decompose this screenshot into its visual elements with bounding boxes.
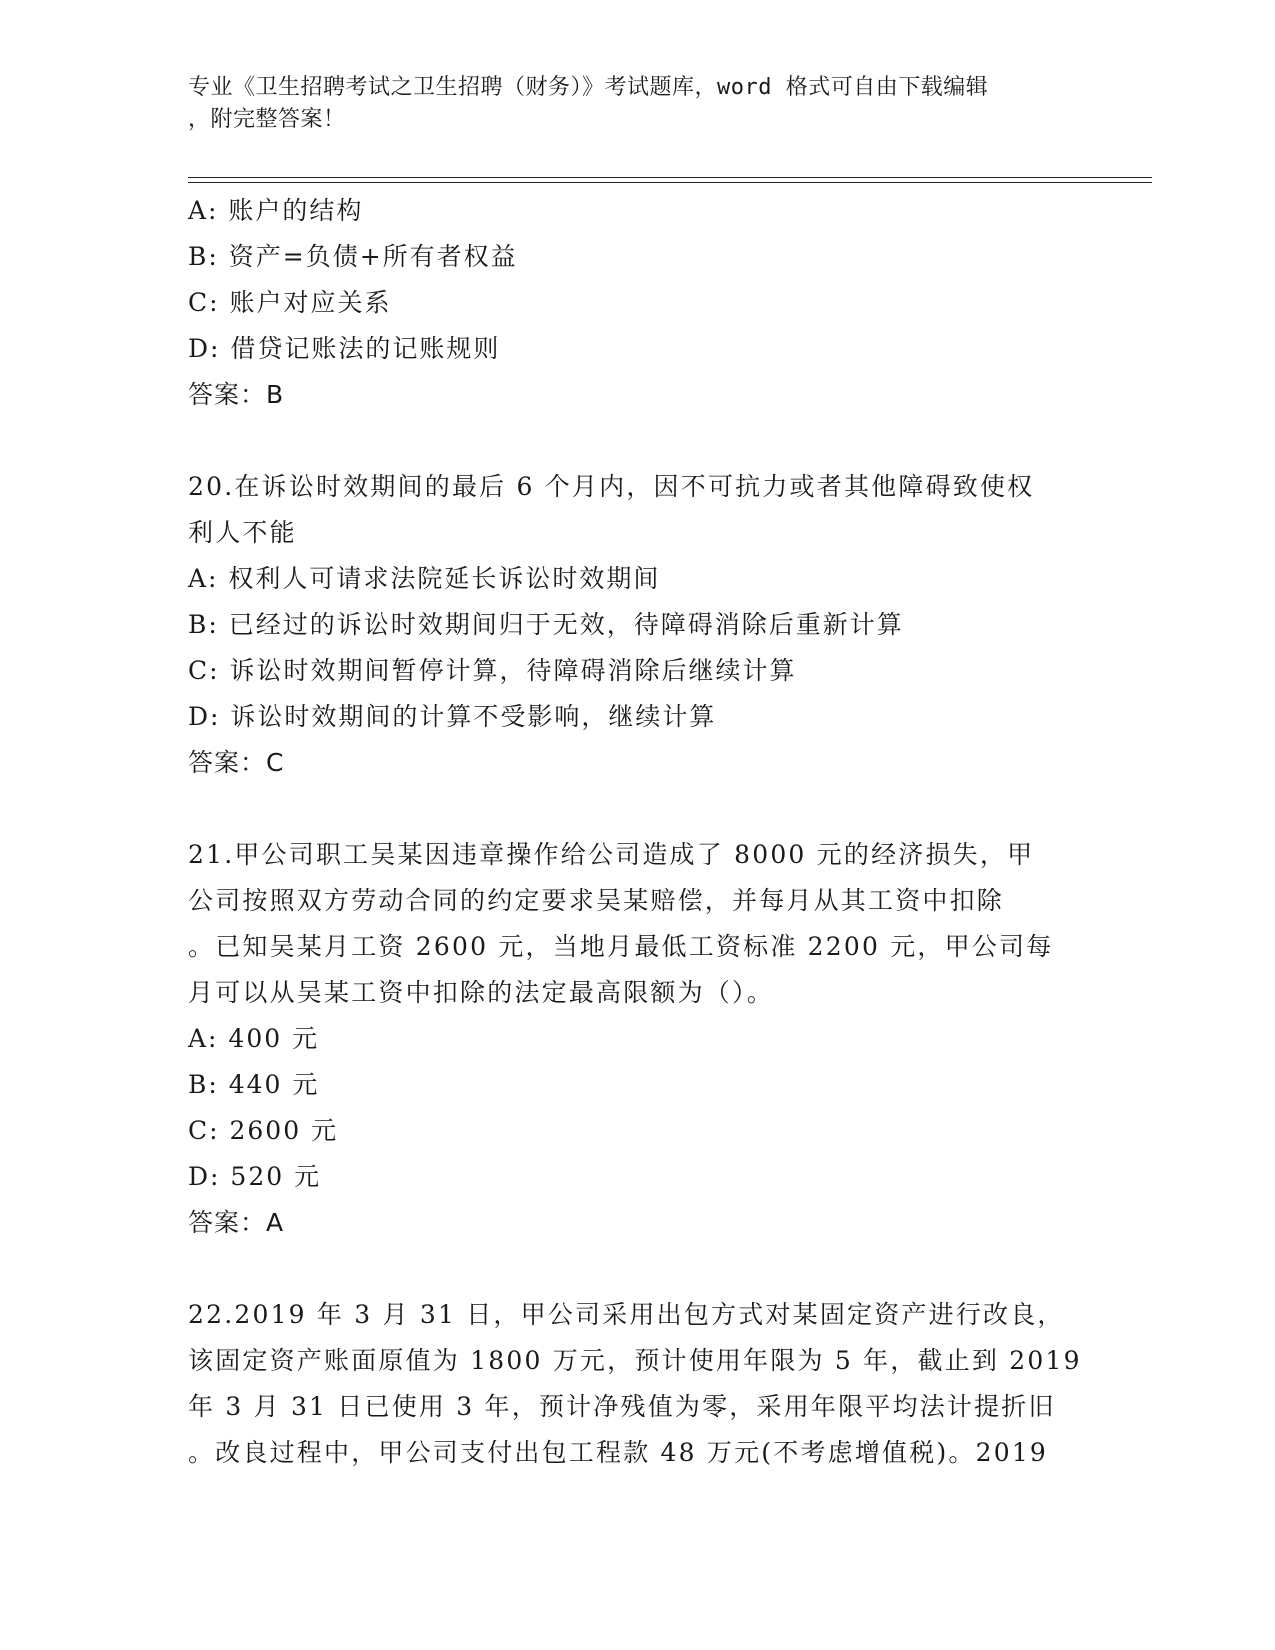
question-line: 21.甲公司职工吴某因违章操作给公司造成了 8000 元的经济损失，甲 bbox=[188, 840, 1035, 869]
question-20 bbox=[188, 464, 1088, 786]
header-divider-bottom bbox=[188, 182, 1152, 183]
spacer bbox=[188, 786, 1088, 832]
option-b: B: 440 元 bbox=[188, 1070, 320, 1099]
header-divider-top bbox=[188, 177, 1152, 178]
option-b: B: 资产=负债+所有者权益 bbox=[188, 242, 518, 271]
answer: 答案：A bbox=[188, 1208, 285, 1237]
option-d: D: 借贷记账法的记账规则 bbox=[188, 334, 501, 363]
question-content bbox=[188, 188, 1088, 1476]
spacer bbox=[188, 418, 1088, 464]
question-line: 该固定资产账面原值为 1800 万元，预计使用年限为 5 年，截止到 2019 bbox=[188, 1346, 1082, 1375]
option-c: C: 2600 元 bbox=[188, 1116, 339, 1145]
question-line: 年 3 月 31 日已使用 3 年，预计净残值为零，采用年限平均法计提折旧 bbox=[188, 1392, 1056, 1421]
question-text bbox=[188, 1292, 1088, 1476]
option-b: B: 已经过的诉讼时效期间归于无效，待障碍消除后重新计算 bbox=[188, 610, 904, 639]
question-text bbox=[188, 832, 1088, 1016]
question-line: 。已知吴某月工资 2600 元，当地月最低工资标准 2200 元，甲公司每 bbox=[188, 932, 1054, 961]
question-line: 22.2019 年 3 月 31 日，甲公司采用出包方式对某固定资产进行改良， bbox=[188, 1300, 1065, 1329]
option-d: D: 520 元 bbox=[188, 1162, 322, 1191]
option-a: A: 权利人可请求法院延长诉讼时效期间 bbox=[188, 564, 661, 593]
header-line-2: ，附完整答案！ bbox=[188, 107, 346, 132]
question-line: 利人不能 bbox=[188, 518, 297, 547]
question-line: 。改良过程中，甲公司支付出包工程款 48 万元(不考虑增值税)。2019 bbox=[188, 1438, 1049, 1467]
answer: 答案：B bbox=[188, 380, 285, 409]
question-22 bbox=[188, 1292, 1088, 1476]
option-c: C: 诉讼时效期间暂停计算，待障碍消除后继续计算 bbox=[188, 656, 797, 685]
answer: 答案：C bbox=[188, 748, 285, 777]
question-19 bbox=[188, 188, 1088, 418]
option-c: C: 账户对应关系 bbox=[188, 288, 392, 317]
question-21 bbox=[188, 832, 1088, 1246]
question-line: 20.在诉讼时效期间的最后 6 个月内，因不可抗力或者其他障碍致使权 bbox=[188, 472, 1035, 501]
option-d: D: 诉讼时效期间的计算不受影响，继续计算 bbox=[188, 702, 717, 731]
question-line: 月可以从吴某工资中扣除的法定最高限额为（）。 bbox=[188, 978, 774, 1007]
document-header bbox=[188, 72, 1068, 136]
question-line: 公司按照双方劳动合同的约定要求吴某赔偿，并每月从其工资中扣除 bbox=[188, 886, 1005, 915]
question-text bbox=[188, 464, 1088, 556]
spacer bbox=[188, 1246, 1088, 1292]
option-a: A: 400 元 bbox=[188, 1024, 320, 1053]
header-line-1: 专业《卫生招聘考试之卫生招聘（财务）》考试题库，word 格式可自由下载编辑 bbox=[188, 75, 989, 100]
option-a: A: 账户的结构 bbox=[188, 196, 364, 225]
